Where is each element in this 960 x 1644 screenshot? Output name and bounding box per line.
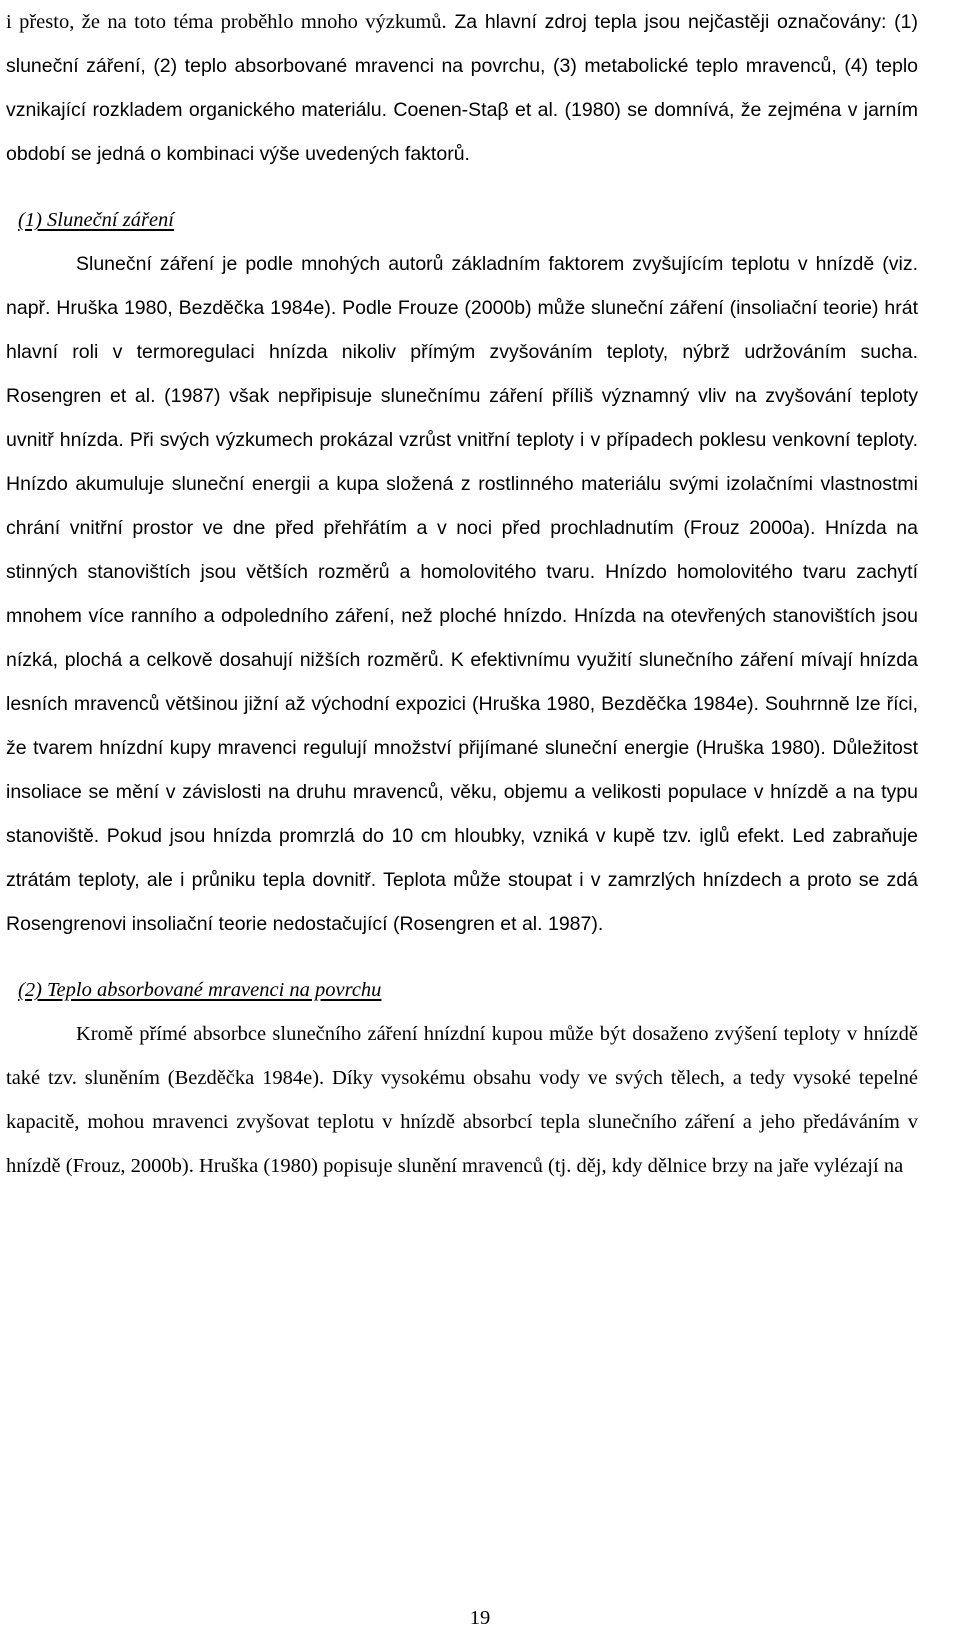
page-number: 19 — [469, 1607, 491, 1629]
intro-paragraph-first-sentence: i přesto, že na toto téma proběhlo mnoho výzkumů. — [6, 11, 447, 33]
intro-paragraph-body: Za hlavní zdroj tepla jsou nejčastěji označovány: (1) sluneční záření, (2) teplo absorbované mravenci na povrchu, (3) metabolické teplo mravenců, (4) teplo vznikající rozkladem organického materiálu. Coenen-Staβ et al. (1980) se domnívá, že zejména v jarním období se jedná o kombinaci výše uvedených faktorů. — [6, 11, 918, 165]
spacer — [6, 176, 918, 198]
section-heading-solar-radiation: (1) Sluneční záření — [18, 209, 174, 231]
solar-radiation-paragraph: Sluneční záření je podle mnohých autorů základním faktorem zvyšujícím teplotu v hnízdě (viz. např. Hruška 1980, Bezděčka 1984e). Podle Frouze (2000b) může sluneční záření (insoliační teorie) hrát hlavní roli v termoregulaci hnízda nikoliv přímým zvyšováním teploty, nýbrž udržováním sucha. Rosengren et al. (1987) však nepřipisuje slunečnímu záření příliš významný vliv na zvyšování teploty uvnitř hnízda. Při svých výzkumech prokázal vzrůst vnitřní teploty i v případech poklesu venkovní teploty. Hnízdo akumuluje sluneční energii a kupa složená z rostlinného materiálu svými izolačními vlastnostmi chrání vnitřní prostor ve dne před přehřátím a v noci před prochladnutím (Frouz 2000a). Hnízda na stinných stanovištích jsou větších rozměrů a homolovitého tvaru. Hnízdo homolovitého tvaru zachytí mnohem více ranního a odpoledního záření, než ploché hnízdo. Hnízda na otevřených stanovištích jsou nízká, plochá a celkově dosahují nižších rozměrů. K efektivnímu využití slunečního záření mívají hnízda lesních mravenců většinou jižní až východní expozici (Hruška 1980, Bezděčka 1984e). Souhrnně lze říci, že tvarem hnízdní kupy mravenci regulují množství přijímané sluneční energie (Hruška 1980). Důležitost insoliace se mění v závislosti na druhu mravenců, věku, objemu a velikosti populace v hnízdě a na typu stanoviště. Pokud jsou hnízda promrzlá do 10 cm hloubky, vzniká v kupě tzv. iglů efekt. Led zabraňuje ztrátám teploty, ale i průniku tepla dovnitř. Teplota může stoupat i v zamrzlých hnízdech a proto se zdá Rosengrenovi insoliační teorie nedostačující (Rosengren et al. 1987). — [6, 253, 918, 935]
intro-paragraph — [6, 0, 918, 176]
surface-heat-paragraph: Kromě přímé absorbce slunečního záření hnízdní kupou může být dosaženo zvýšení teploty v hnízdě také tzv. sluněním (Bezděčka 1984e). Díky vysokému obsahu vody ve svých tělech, a tedy vysoké tepelné kapacitě, mohou mravenci zvyšovat teplotu v hnízdě absorbcí tepla slunečního záření a jeho předáváním v hnízdě (Frouz, 2000b). Hruška (1980) popisuje slunění mravenců (tj. děj, kdy dělnice brzy na jaře vylézají na — [6, 1023, 918, 1177]
document-page — [6, 0, 918, 1188]
spacer — [6, 946, 918, 968]
section-heading-surface-heat: (2) Teplo absorbované mravenci na povrchu — [18, 979, 382, 1001]
